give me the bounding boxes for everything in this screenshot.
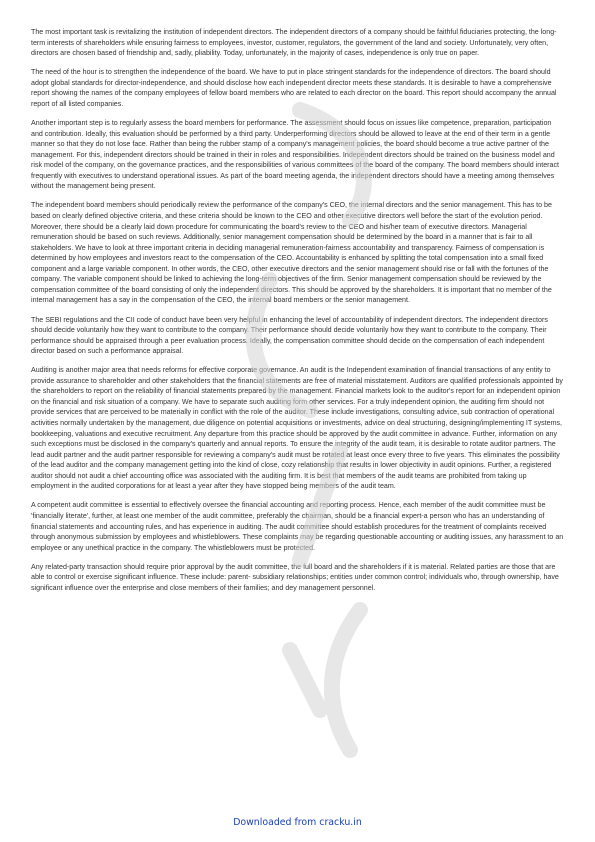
article-body (31, 27, 565, 602)
paragraph-7: A competent audit committee is essential to effectively oversee the financial accounting and reporting process. Hence, each member of the audit committee must be 'financially literate', further, at least one member of the audit committee, preferably the chairman, should be a financial expert-a person who has an understanding of financial statements and accounting rules, and has experience in auditing. The audit committee should establish procedures for the treatment of complaints received through anonymous submission by employees and whistleblowers. These complaints may be regarding questionable accounting or auditing issues, any harassment to an employee or any unethical practice in the company. The whistleblowers must be protected. (31, 501, 564, 552)
paragraph-5: The SEBI regulations and the CII code of conduct have been very helpful in enhancing the level of accountability of independent directors. The independent directors should decide voluntarily how they want to contribute to the company. Their performance should decide voluntarily how they want to contribute to the company. Their performance should be appraised through a peer evaluation process. Ideally, the compensation committee should decide on the compensation of each independent director based on such a performance appraisal. (31, 315, 548, 356)
paragraph-1: The most important task is revitalizing the institution of independent directors. The independent directors of a company should be faithful fiduciaries protecting, the long-term interests of shareholders while ensuring fairness to employees, investor, customer, regulators, the government of the land and society. Unfortunately, very often, directors are chosen based of friendship and, sadly, pliability. Today, unfortunately, in the majority of cases, independence is only true on paper. (31, 28, 557, 58)
paragraph-4: The independent board members should periodically review the performance of the company's CEO, the internal directors and the senior management. This has to be based on clearly defined objective criteria, and these criteria should be known to the CEO and other executive directors well before the start of the evolution period. Moreover, there should be a clearly laid down procedure for communicating the board's review to the CEO and his/her team of executive directors. Managerial remuneration should be based on such reviews. Additionally, senior management compensation should be determined by the board in a manner that is fair to all stakeholders. We have to look at three important criteria in deciding managerial remuneration-fairness accountability and transparency. Fairness of compensation is determined by how employees and investors react to the compensation of the CEO. Accountability is enhanced by splitting the total compensation into a small fixed component and a large variable component. In other words, the CEO, other executive directors and the senior management should rise or fall with the fortunes of the company. The variable component should be linked to achieving the long-term objectives of the firm. Senior management compensation should be reviewed by the compensation committee of the board consisting of only the independent directors. This should be approved by the shareholders. It is important that no member of the internal management has a say in the compensation of the CEO, the internal board members or the senior management. (31, 201, 552, 305)
paragraph-3: Another important step is to regularly assess the board members for performance. The assessment should focus on issues like competence, preparation, participation and contribution. Ideally, this evaluation should be performed by a third party. Underperforming directors should be allowed to leave at the end of their term in a gentle manner so that they do not lose face. Rather than being the rubber stamp of a company's management policies, the board should become a true active partner of the management. For this, independent directors should be trained in their in roles and responsibilities. Independent directors should be trained on the business model and risk model of the company, on the governance practices, and the responsibilities of various committees of the board of the company. The board members should interact frequently with executives to understand operational issues. As part of the board meeting agenda, the independent directors should have a meeting among themselves without the management being present. (31, 119, 559, 191)
paragraph-2: The need of the hour is to strengthen the independence of the board. We have to put in place stringent standards for the independence of directors. The board should adopt global standards for director-independence, and should disclose how each independent director meets these standards. It is desirable to have a comprehensive report showing the names of the company employees of fellow board members who are related to each director on the board. This report should accompany the annual report of all listed companies. (31, 68, 557, 108)
footer-download-link[interactable]: Downloaded from cracku.in (233, 817, 362, 828)
paragraph-6: Auditing is another major area that needs reforms for effective corporate governance. An audit is the Independent examination of financial transactions of any entity to provide assurance to shareholder and other stakeholders that the financial statements are free of material misstatement. Auditors are qualified professionals appointed by the shareholders to report on the reliability of financial statements prepared by the management. Financial markets look to the auditor's report for an independent opinion on the financial and risk situation of a company. We have to separate such auditing form other services. For a truly independent opinion, the auditing firm should not provide services that are perceived to be materially in conflict with the role of the auditor. These include investigations, consulting advice, sub contraction of operational activities normally undertaken by the management, due diligence on potential acquisitions or investments, advice on deal structuring, designing/implementing IT systems, bookkeeping, valuations and executive recruitment. Any departure from this practice should be approved by the audit committee in advance. Further, information on any such exceptions must be disclosed in the company's quarterly and annual reports. To ensure the integrity of the audit team, it is desirable to rotate auditor partners. The lead audit partner and the audit partner responsible for reviewing a company's audit must be rotated at least once every three to five years. This eliminates the possibility of the lead auditor and the company management getting into the kind of close, cozy relationship that results in lower objectivity in audit opinions. Further, a registered auditor should not audit a chief accounting office was associated with the auditing firm. It is best that members of the audit teams are prohibited from taking up employment in the audited corporations for at least a year after they have stopped being members of the audit team. (31, 366, 563, 491)
paragraph-8: Any related-party transaction should require prior approval by the audit committee, the full board and the shareholders if it is material. Related parties are those that are able to control or exercise significant influence. These include: parent- subsidiary relationships; entities under common control; individuals who, through ownership, have significant influence over the enterprise and close members of their families; and dey management personnel. (31, 562, 559, 592)
